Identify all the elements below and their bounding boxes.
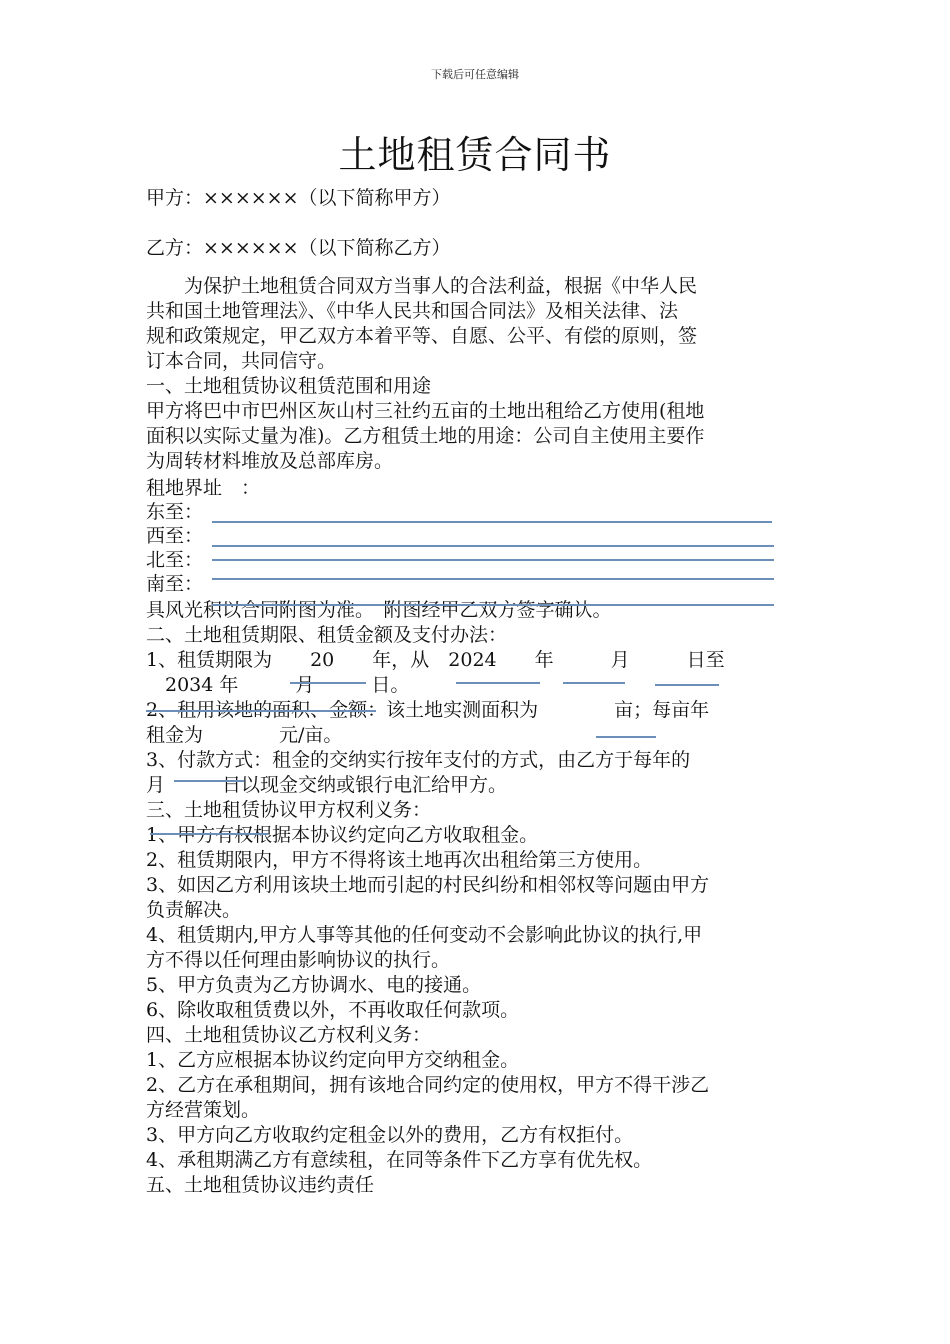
section1-body-3: 为周转材料堆放及总部库房。 [146,450,394,472]
section3-item-5: 5、甲方负责为乙方协调水、电的接通。 [146,974,482,996]
boundary-south: 南至： [146,573,204,595]
note-fill-line [212,604,774,606]
preamble-line-4: 订本合同，共同信守。 [146,350,337,372]
area-fill-line [596,736,656,738]
preamble-line-2: 共和国土地管理法》、《中华人民共和国合同法》及相关法律、法 [146,300,679,322]
section3-item-3: 3、如因乙方利用该块土地而引起的村民纠纷和相邻权等问题由甲方 [146,874,710,896]
section1-body-1: 甲方将巴中市巴州区灰山村三社约五亩的土地出租给乙方使用(租地 [146,400,705,422]
section4-item-2b: 方经营策划。 [146,1099,261,1121]
south-fill-line [212,578,774,580]
section4-item-4: 4、承租期满乙方有意续租，在同等条件下乙方享有优先权。 [146,1149,653,1171]
section4-item-2: 2、乙方在承租期间，拥有该地合同约定的使用权，甲方不得干涉乙 [146,1074,710,1096]
preamble-line-1: 为保护土地租赁合同双方当事人的合法利益，根据《中华人民 [146,275,698,297]
east-fill-line [212,521,772,523]
party-b: 乙方：××××××（以下简称乙方） [146,237,451,259]
term-day-fill-line [563,682,625,684]
section5-heading: 五、土地租赁协议违约责任 [146,1174,375,1196]
section3-item-6: 6、除收取租赁费以外，不再收取任何款项。 [146,999,520,1021]
section1-body-2: 面积以实际丈量为准)。乙方租赁土地的用途：公司自主使用主要作 [146,425,705,447]
pay-day-fill-line [174,780,244,782]
boundary-north: 北至： [146,549,204,571]
term-line-2: 2034 年 月 日。 [146,674,410,696]
boundary-label: 租地界址 ： [146,477,261,499]
boundary-east: 东至： [146,501,204,523]
section4-heading: 四、土地租赁协议乙方权利义务： [146,1024,432,1046]
section3-item-1: 1、甲方有权根据本协议约定向乙方收取租金。 [146,824,539,846]
preamble-line-3: 规和政策规定，甲乙双方本着平等、自愿、公平、有偿的原则，签 [146,325,698,347]
term-line-1: 1、租赁期限为 20 年，从 2024 年 月 日至 [146,649,725,671]
section2-heading: 二、土地租赁期限、租赁金额及支付办法： [146,624,508,646]
area-line-1: 2、租用该地的面积、金额：该土地实测面积为 亩；每亩年 [146,699,710,721]
north-fill-line [212,559,774,561]
section3-item-4b: 方不得以任何理由影响协议的执行。 [146,949,451,971]
boundary-west: 西至： [146,525,204,547]
section4-item-1: 1、乙方应根据本协议约定向甲方交纳租金。 [146,1049,520,1071]
boundary-note: 具风光积以合同附图为准。 附图经甲乙双方签字确认。 [146,599,612,621]
term-end-month-fill-line [290,682,366,684]
west-fill-line [212,545,774,547]
area-strike-line [146,710,376,712]
section3-item-2: 2、租赁期限内，甲方不得将该土地再次出租给第三方使用。 [146,849,653,871]
section4-item-3: 3、甲方向乙方收取约定租金以外的费用，乙方有权拒付。 [146,1124,634,1146]
section1-heading: 一、土地租赁协议租赁范围和用途 [146,375,432,397]
area-line-2: 租金为 元/亩。 [146,724,343,746]
document-title: 土地租赁合同书 [338,133,612,177]
header-note: 下载后可任意编辑 [431,68,519,81]
section3-item-4: 4、租赁期内,甲方人事等其他的任何变动不会影响此协议的执行,甲 [146,924,703,946]
section3-item-3b: 负责解决。 [146,899,242,921]
pay-line-1: 3、付款方式：租金的交纳实行按年支付的方式，由乙方于每年的 [146,749,691,771]
term-month-fill-line [456,682,540,684]
section3-heading: 三、土地租赁协议甲方权利义务： [146,799,432,821]
term-day2-fill-line [655,684,719,686]
section3-strike-line [150,833,268,835]
pay-line-2: 月 日以现金交纳或银行电汇给甲方。 [146,774,508,796]
party-a: 甲方：××××××（以下简称甲方） [146,187,451,209]
